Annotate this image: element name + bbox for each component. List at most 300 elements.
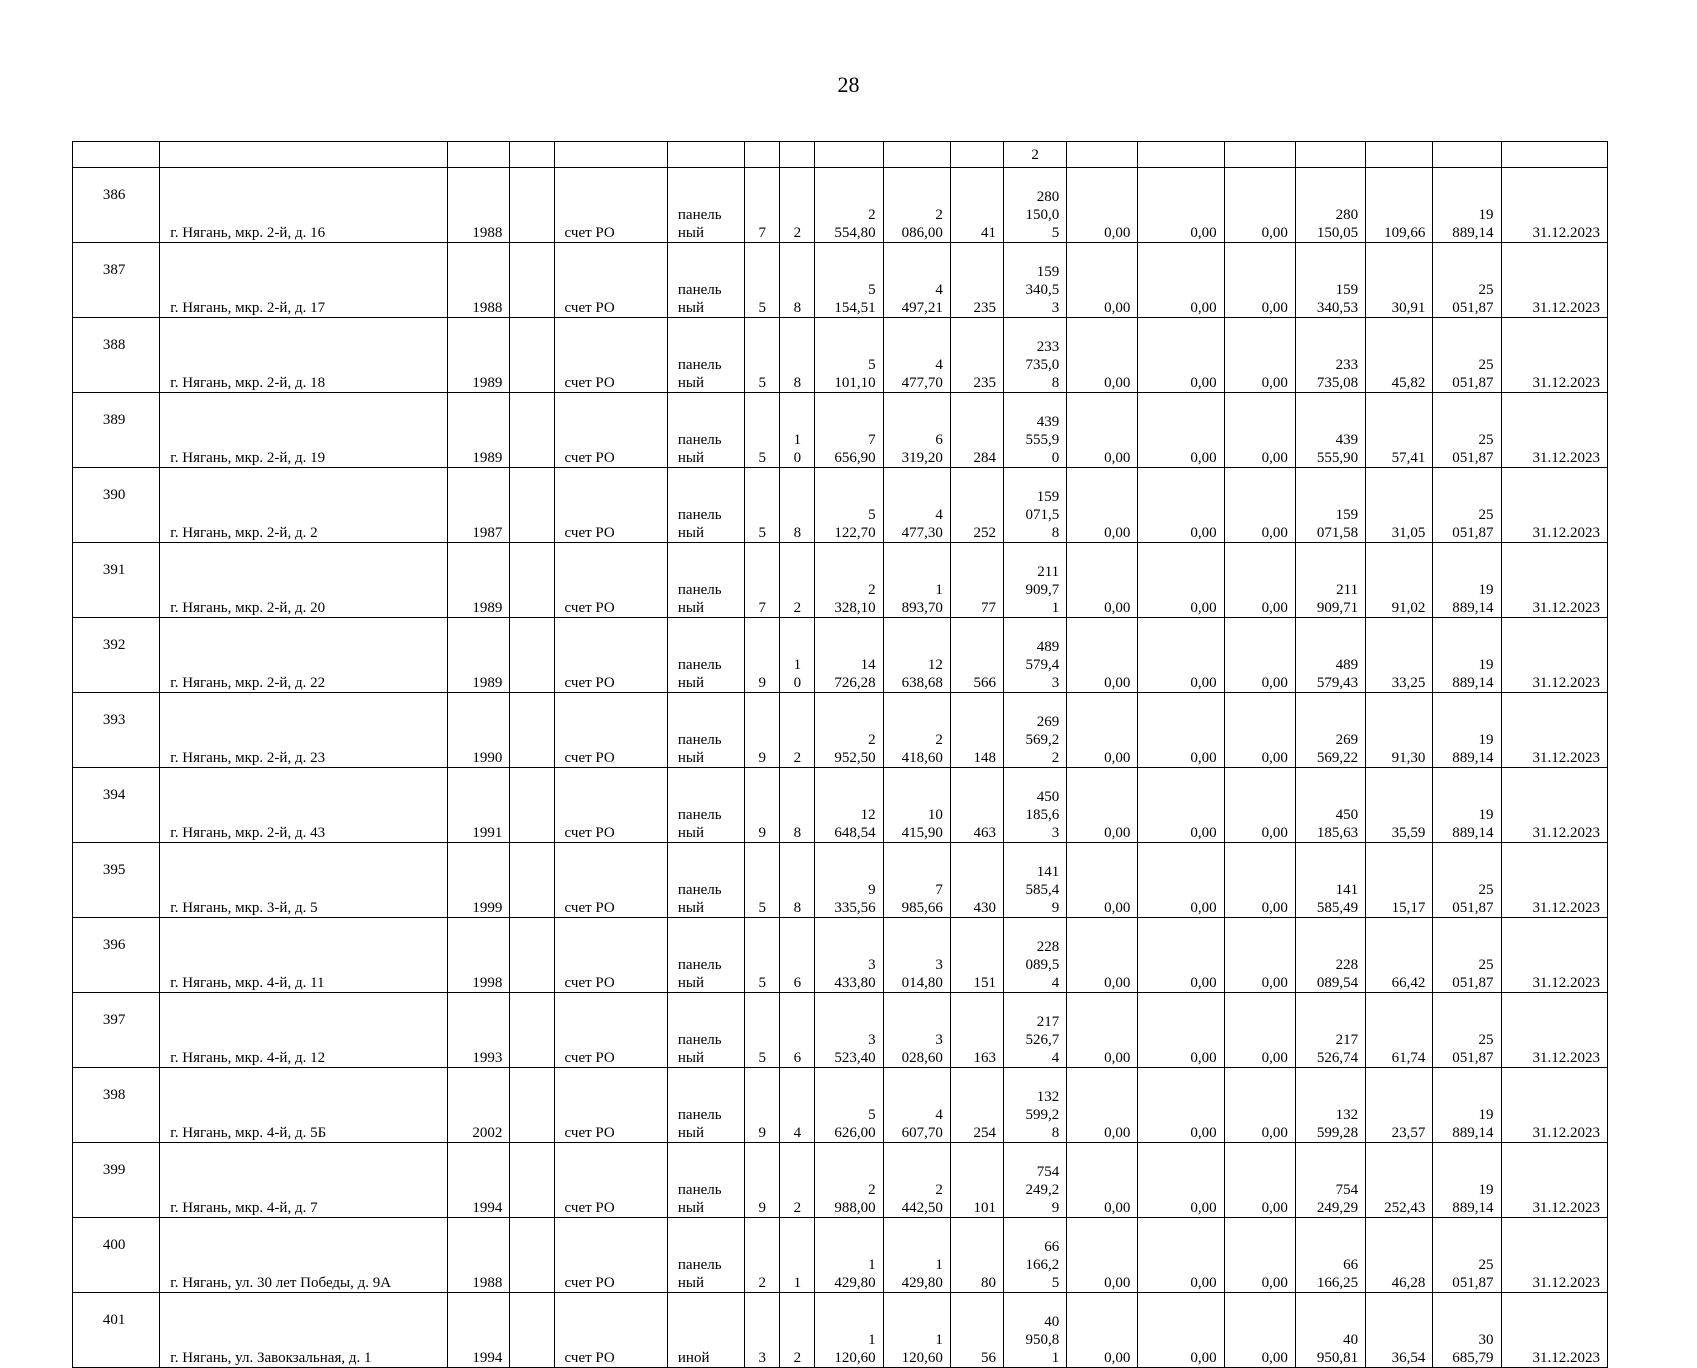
total-area-cell-text: 5 154,51 xyxy=(834,282,876,316)
floors-cell-text: 2 xyxy=(758,1275,766,1291)
funding-local-cell xyxy=(1224,318,1295,393)
funding-local-cell-text: 0,00 xyxy=(1261,450,1288,466)
table-row xyxy=(73,843,1608,918)
cost-limit-cell xyxy=(1433,618,1501,693)
entrances-cell-text: 2 xyxy=(793,225,802,241)
living-area-cell xyxy=(883,468,950,543)
entrances-cell-text: 8 xyxy=(793,375,802,391)
fund-method-cell xyxy=(554,1218,667,1293)
total-area-cell xyxy=(815,318,883,393)
funding-federal-cell-text: 0,00 xyxy=(1104,225,1131,241)
address-cell xyxy=(160,768,448,843)
residents-cell xyxy=(950,543,1003,618)
address-cell-text: г. Нягань, ул. Завокзальная, д. 1 xyxy=(170,1350,372,1366)
completion-date-cell-text: 31.12.2023 xyxy=(1532,750,1600,766)
living-area-cell xyxy=(883,993,950,1068)
year-cell xyxy=(448,618,510,693)
completion-date-cell xyxy=(1501,543,1607,618)
year-cell-text: 1988 xyxy=(472,300,503,316)
address-cell-text: г. Нягань, мкр. 2-й, д. 2 xyxy=(170,525,318,541)
owners-funds-cell-text: 40 950,81 xyxy=(1316,1332,1359,1366)
specific-cost-cell-text: 91,30 xyxy=(1391,750,1426,766)
empty-cell xyxy=(510,768,554,843)
funding-local-cell xyxy=(1224,1068,1295,1143)
cost-limit-cell-text: 19 889,14 xyxy=(1452,582,1494,616)
living-area-cell xyxy=(883,1143,950,1218)
funding-local-cell xyxy=(1224,168,1295,243)
fund-method-cell-text: счет РО xyxy=(564,450,615,466)
residents-cell xyxy=(950,1293,1003,1368)
total-area-cell-text: 5 101,10 xyxy=(834,357,876,391)
floors-cell-text: 5 xyxy=(758,1050,766,1066)
funding-local-cell xyxy=(1224,1293,1295,1368)
funding-federal-cell xyxy=(1067,243,1138,318)
entrances-cell xyxy=(780,993,815,1068)
residents-cell-text: 430 xyxy=(973,900,996,916)
cost-limit-cell-text: 25 051,87 xyxy=(1452,432,1494,466)
total-cost-cell xyxy=(1003,1293,1066,1368)
floors-cell xyxy=(745,993,780,1068)
completion-date-cell-text: 31.12.2023 xyxy=(1532,525,1600,541)
completion-date-cell xyxy=(1501,1218,1607,1293)
year-cell xyxy=(448,1218,510,1293)
empty-cell xyxy=(510,918,554,993)
funding-regional-cell xyxy=(1138,618,1224,693)
funding-federal-cell-text: 0,00 xyxy=(1104,450,1131,466)
entrances-cell-text: 8 xyxy=(793,525,802,541)
total-area-cell-text: 2 554,80 xyxy=(834,207,876,241)
completion-date-cell-text: 31.12.2023 xyxy=(1532,825,1600,841)
completion-date-cell xyxy=(1501,993,1607,1068)
year-cell-text: 1988 xyxy=(472,225,503,241)
wall-material-cell-text: панель ный xyxy=(677,1032,722,1066)
funding-local-cell-text: 0,00 xyxy=(1261,675,1288,691)
residents-cell-text: 151 xyxy=(973,975,996,991)
total-cost-cell xyxy=(1003,993,1066,1068)
specific-cost-cell-text: 66,42 xyxy=(1391,975,1426,991)
fund-method-cell xyxy=(554,543,667,618)
specific-cost-cell-text: 252,43 xyxy=(1384,1200,1426,1216)
total-cost-cell-text: 754 249,2 9 xyxy=(1025,1164,1060,1216)
funding-local-cell-text: 0,00 xyxy=(1261,825,1288,841)
residents-cell-text: 41 xyxy=(980,225,996,241)
funding-federal-cell-text: 0,00 xyxy=(1104,600,1131,616)
row-number xyxy=(73,1068,160,1143)
funding-regional-cell xyxy=(1138,768,1224,843)
total-cost-cell xyxy=(1003,843,1066,918)
funding-regional-cell-text: 0,00 xyxy=(1190,900,1217,916)
residents-cell xyxy=(950,1218,1003,1293)
fund-method-cell xyxy=(554,618,667,693)
residents-cell-text: 254 xyxy=(973,1125,996,1141)
cost-limit-cell xyxy=(1433,543,1501,618)
cost-limit-cell xyxy=(1433,468,1501,543)
living-area-cell xyxy=(883,168,950,243)
row-number-text: 387 xyxy=(102,262,126,278)
funding-local-cell-text: 0,00 xyxy=(1261,225,1288,241)
row-number xyxy=(73,243,160,318)
funding-federal-cell-text: 0,00 xyxy=(1104,825,1131,841)
empty-cell xyxy=(510,243,554,318)
wall-material-cell-text: панель ный xyxy=(677,282,722,316)
empty-cell xyxy=(510,1293,554,1368)
row-number-text: 388 xyxy=(102,337,126,353)
funding-local-cell xyxy=(1224,918,1295,993)
residents-cell xyxy=(950,918,1003,993)
owners-funds-cell-text: 211 909,71 xyxy=(1316,582,1359,616)
funding-federal-cell xyxy=(1067,543,1138,618)
funding-federal-cell xyxy=(1067,1218,1138,1293)
continuation-row xyxy=(73,142,1608,168)
cost-limit-cell-text: 25 051,87 xyxy=(1452,882,1494,916)
total-area-cell-text: 12 648,54 xyxy=(834,807,876,841)
funding-federal-cell-text: 0,00 xyxy=(1104,975,1131,991)
address-cell xyxy=(160,1143,448,1218)
total-cost-cell-text: 132 599,2 8 xyxy=(1025,1089,1060,1141)
floors-cell-text: 7 xyxy=(758,600,766,616)
total-area-cell-text: 3 523,40 xyxy=(834,1032,876,1066)
year-cell-text: 1989 xyxy=(472,600,503,616)
completion-date-cell-text: 31.12.2023 xyxy=(1532,900,1600,916)
specific-cost-cell-text: 35,59 xyxy=(1391,825,1426,841)
specific-cost-cell xyxy=(1366,693,1433,768)
year-cell-text: 1991 xyxy=(472,825,503,841)
cost-limit-cell-text: 19 889,14 xyxy=(1452,1107,1494,1141)
funding-regional-cell xyxy=(1138,993,1224,1068)
year-cell xyxy=(448,168,510,243)
total-area-cell-text: 9 335,56 xyxy=(834,882,876,916)
funding-regional-cell xyxy=(1138,1143,1224,1218)
fund-method-cell xyxy=(554,243,667,318)
year-cell xyxy=(448,993,510,1068)
funding-regional-cell-text: 0,00 xyxy=(1190,1050,1217,1066)
total-area-cell-text: 5 122,70 xyxy=(834,507,876,541)
fund-method-cell xyxy=(554,693,667,768)
address-cell-text: г. Нягань, мкр. 2-й, д. 18 xyxy=(170,375,326,391)
table-row xyxy=(73,918,1608,993)
residents-cell-text: 101 xyxy=(973,1200,996,1216)
funding-federal-cell-text: 0,00 xyxy=(1104,1350,1131,1366)
entrances-cell xyxy=(780,393,815,468)
living-area-cell-text: 4 477,70 xyxy=(901,357,943,391)
living-area-cell-text: 3 014,80 xyxy=(901,957,943,991)
residents-cell-text: 80 xyxy=(980,1275,996,1291)
cost-limit-cell-text: 30 685,79 xyxy=(1452,1332,1494,1366)
cost-limit-cell-text: 19 889,14 xyxy=(1452,807,1494,841)
row-number-text: 395 xyxy=(102,862,126,878)
fund-method-cell-text: счет РО xyxy=(564,375,615,391)
fund-method-cell-text: счет РО xyxy=(564,825,615,841)
cost-limit-cell xyxy=(1433,768,1501,843)
table-row xyxy=(73,693,1608,768)
floors-cell xyxy=(745,1293,780,1368)
owners-funds-cell-text: 269 569,22 xyxy=(1316,732,1359,766)
completion-date-cell xyxy=(1501,618,1607,693)
row-number xyxy=(73,318,160,393)
table-row xyxy=(73,993,1608,1068)
living-area-cell-text: 4 607,70 xyxy=(901,1107,943,1141)
wall-material-cell-text: панель ный xyxy=(677,207,722,241)
total-area-cell xyxy=(815,243,883,318)
completion-date-cell xyxy=(1501,468,1607,543)
empty-cell xyxy=(510,543,554,618)
funding-local-cell-text: 0,00 xyxy=(1261,1125,1288,1141)
owners-funds-cell-text: 159 340,53 xyxy=(1316,282,1359,316)
fund-method-cell-text: счет РО xyxy=(564,750,615,766)
fund-method-cell-text: счет РО xyxy=(564,975,615,991)
cost-limit-cell-text: 25 051,87 xyxy=(1452,357,1494,391)
living-area-cell-text: 4 477,30 xyxy=(901,507,943,541)
wall-material-cell xyxy=(667,918,744,993)
specific-cost-cell-text: 15,17 xyxy=(1391,900,1426,916)
row-number xyxy=(73,1143,160,1218)
completion-date-cell-text: 31.12.2023 xyxy=(1532,450,1600,466)
living-area-cell-text: 7 985,66 xyxy=(901,882,943,916)
continuation-cell: 2 xyxy=(1003,142,1066,168)
owners-funds-cell xyxy=(1295,1218,1365,1293)
completion-date-cell-text: 31.12.2023 xyxy=(1532,1050,1600,1066)
year-cell xyxy=(448,243,510,318)
entrances-cell-text: 4 xyxy=(793,1125,802,1141)
year-cell xyxy=(448,318,510,393)
owners-funds-cell xyxy=(1295,693,1365,768)
residents-cell-text: 77 xyxy=(980,600,996,616)
specific-cost-cell xyxy=(1366,168,1433,243)
specific-cost-cell xyxy=(1366,1218,1433,1293)
cost-limit-cell xyxy=(1433,1293,1501,1368)
wall-material-cell-text: панель ный xyxy=(677,1107,722,1141)
specific-cost-cell-text: 23,57 xyxy=(1391,1125,1426,1141)
wall-material-cell-text: панель ный xyxy=(677,507,722,541)
funding-federal-cell-text: 0,00 xyxy=(1104,1200,1131,1216)
residents-cell xyxy=(950,693,1003,768)
living-area-cell-text: 12 638,68 xyxy=(901,657,943,691)
year-cell xyxy=(448,918,510,993)
address-cell-text: г. Нягань, мкр. 2-й, д. 23 xyxy=(170,750,326,766)
floors-cell-text: 9 xyxy=(758,825,766,841)
wall-material-cell xyxy=(667,993,744,1068)
total-cost-cell-text: 141 585,4 9 xyxy=(1025,864,1060,916)
cost-limit-cell xyxy=(1433,993,1501,1068)
funding-regional-cell xyxy=(1138,318,1224,393)
specific-cost-cell xyxy=(1366,393,1433,468)
living-area-cell-text: 1 429,80 xyxy=(901,1257,943,1291)
owners-funds-cell xyxy=(1295,393,1365,468)
total-cost-cell xyxy=(1003,393,1066,468)
address-cell xyxy=(160,543,448,618)
entrances-cell-text: 2 xyxy=(793,750,802,766)
year-cell-text: 1989 xyxy=(472,675,503,691)
specific-cost-cell xyxy=(1366,918,1433,993)
fund-method-cell-text: счет РО xyxy=(564,1050,615,1066)
total-area-cell xyxy=(815,1218,883,1293)
address-cell xyxy=(160,468,448,543)
address-cell xyxy=(160,318,448,393)
owners-funds-cell xyxy=(1295,618,1365,693)
year-cell-text: 1989 xyxy=(472,375,503,391)
cost-limit-cell-text: 25 051,87 xyxy=(1452,1257,1494,1291)
table-row xyxy=(73,543,1608,618)
cost-limit-cell-text: 19 889,14 xyxy=(1452,657,1494,691)
completion-date-cell-text: 31.12.2023 xyxy=(1532,300,1600,316)
completion-date-cell xyxy=(1501,1143,1607,1218)
completion-date-cell xyxy=(1501,1068,1607,1143)
wall-material-cell xyxy=(667,468,744,543)
row-number-text: 391 xyxy=(102,562,126,578)
wall-material-cell-text: панель ный xyxy=(677,957,722,991)
entrances-cell xyxy=(780,1068,815,1143)
year-cell xyxy=(448,468,510,543)
year-cell xyxy=(448,1068,510,1143)
fund-method-cell-text: счет РО xyxy=(564,1125,615,1141)
residents-cell xyxy=(950,468,1003,543)
owners-funds-cell-text: 132 599,28 xyxy=(1316,1107,1359,1141)
row-number xyxy=(73,693,160,768)
funding-local-cell xyxy=(1224,468,1295,543)
completion-date-cell xyxy=(1501,1293,1607,1368)
address-cell-text: г. Нягань, мкр. 4-й, д. 7 xyxy=(170,1200,318,1216)
address-cell xyxy=(160,243,448,318)
year-cell-text: 1994 xyxy=(472,1200,503,1216)
living-area-cell-text: 4 497,21 xyxy=(901,282,943,316)
table-row xyxy=(73,243,1608,318)
residents-cell xyxy=(950,768,1003,843)
row-number xyxy=(73,168,160,243)
wall-material-cell-text: панель ный xyxy=(677,657,722,691)
total-cost-cell xyxy=(1003,318,1066,393)
funding-federal-cell xyxy=(1067,993,1138,1068)
empty-cell xyxy=(510,168,554,243)
table-row xyxy=(73,1068,1608,1143)
funding-local-cell xyxy=(1224,543,1295,618)
entrances-cell xyxy=(780,543,815,618)
entrances-cell-text: 8 xyxy=(793,825,802,841)
total-cost-cell-text: 211 909,7 1 xyxy=(1025,564,1060,616)
funding-local-cell-text: 0,00 xyxy=(1261,750,1288,766)
completion-date-cell-text: 31.12.2023 xyxy=(1532,225,1600,241)
funding-regional-cell-text: 0,00 xyxy=(1190,600,1217,616)
floors-cell xyxy=(745,318,780,393)
floors-cell-text: 9 xyxy=(758,1200,766,1216)
living-area-cell xyxy=(883,693,950,768)
cost-limit-cell-text: 19 889,14 xyxy=(1452,207,1494,241)
table-row xyxy=(73,618,1608,693)
completion-date-cell-text: 31.12.2023 xyxy=(1532,1125,1600,1141)
total-area-cell xyxy=(815,918,883,993)
cost-limit-cell-text: 25 051,87 xyxy=(1452,957,1494,991)
owners-funds-cell xyxy=(1295,768,1365,843)
row-number-text: 386 xyxy=(102,187,126,203)
funding-regional-cell xyxy=(1138,468,1224,543)
total-area-cell-text: 2 952,50 xyxy=(834,732,876,766)
table-row xyxy=(73,468,1608,543)
floors-cell xyxy=(745,693,780,768)
living-area-cell-text: 1 120,60 xyxy=(901,1332,943,1366)
funding-regional-cell xyxy=(1138,1068,1224,1143)
living-area-cell-text: 10 415,90 xyxy=(901,807,943,841)
residents-cell-text: 566 xyxy=(973,675,996,691)
wall-material-cell xyxy=(667,243,744,318)
wall-material-cell xyxy=(667,618,744,693)
funding-regional-cell xyxy=(1138,1218,1224,1293)
funding-federal-cell-text: 0,00 xyxy=(1104,1125,1131,1141)
completion-date-cell-text: 31.12.2023 xyxy=(1532,600,1600,616)
owners-funds-cell xyxy=(1295,843,1365,918)
completion-date-cell-text: 31.12.2023 xyxy=(1532,375,1600,391)
floors-cell-text: 9 xyxy=(758,1125,766,1141)
entrances-cell xyxy=(780,468,815,543)
funding-federal-cell-text: 0,00 xyxy=(1104,1275,1131,1291)
specific-cost-cell-text: 30,91 xyxy=(1391,300,1426,316)
row-number-text: 398 xyxy=(102,1087,126,1103)
year-cell-text: 1990 xyxy=(472,750,503,766)
wall-material-cell-text: панель ный xyxy=(677,1182,722,1216)
completion-date-cell xyxy=(1501,693,1607,768)
cost-limit-cell xyxy=(1433,843,1501,918)
funding-local-cell-text: 0,00 xyxy=(1261,900,1288,916)
cost-limit-cell-text: 25 051,87 xyxy=(1452,1032,1494,1066)
entrances-cell xyxy=(780,918,815,993)
specific-cost-cell-text: 36,54 xyxy=(1391,1350,1426,1366)
funding-local-cell xyxy=(1224,993,1295,1068)
total-cost-cell-text: 439 555,9 0 xyxy=(1025,414,1060,466)
year-cell-text: 1987 xyxy=(472,525,503,541)
empty-cell xyxy=(510,693,554,768)
living-area-cell xyxy=(883,1218,950,1293)
total-area-cell-text: 1 429,80 xyxy=(834,1257,876,1291)
floors-cell-text: 5 xyxy=(758,525,766,541)
residents-cell xyxy=(950,168,1003,243)
living-area-cell xyxy=(883,543,950,618)
row-number xyxy=(73,1293,160,1368)
entrances-cell xyxy=(780,168,815,243)
specific-cost-cell-text: 45,82 xyxy=(1391,375,1426,391)
fund-method-cell-text: счет РО xyxy=(564,525,615,541)
owners-funds-cell xyxy=(1295,468,1365,543)
funding-federal-cell-text: 0,00 xyxy=(1104,1050,1131,1066)
floors-cell xyxy=(745,768,780,843)
funding-federal-cell xyxy=(1067,768,1138,843)
owners-funds-cell-text: 439 555,90 xyxy=(1316,432,1359,466)
floors-cell xyxy=(745,168,780,243)
entrances-cell-text: 1 xyxy=(793,1275,802,1291)
total-cost-cell xyxy=(1003,168,1066,243)
owners-funds-cell xyxy=(1295,1068,1365,1143)
entrances-cell xyxy=(780,618,815,693)
row-number xyxy=(73,543,160,618)
funding-federal-cell-text: 0,00 xyxy=(1104,300,1131,316)
cost-limit-cell-text: 25 051,87 xyxy=(1452,282,1494,316)
funding-federal-cell-text: 0,00 xyxy=(1104,375,1131,391)
residents-cell-text: 463 xyxy=(973,825,996,841)
address-cell-text: г. Нягань, мкр. 4-й, д. 12 xyxy=(170,1050,326,1066)
residents-cell xyxy=(950,618,1003,693)
fund-method-cell xyxy=(554,993,667,1068)
address-cell-text: г. Нягань, мкр. 4-й, д. 11 xyxy=(170,975,325,991)
empty-cell xyxy=(510,618,554,693)
completion-date-cell xyxy=(1501,393,1607,468)
entrances-cell xyxy=(780,768,815,843)
cost-limit-cell xyxy=(1433,693,1501,768)
address-cell-text: г. Нягань, мкр. 4-й, д. 5Б xyxy=(170,1125,327,1141)
living-area-cell-text: 2 086,00 xyxy=(901,207,943,241)
funding-regional-cell xyxy=(1138,693,1224,768)
residents-cell-text: 235 xyxy=(973,375,996,391)
owners-funds-cell-text: 450 185,63 xyxy=(1316,807,1359,841)
living-area-cell xyxy=(883,618,950,693)
row-number-text: 396 xyxy=(102,937,126,953)
funding-regional-cell-text: 0,00 xyxy=(1190,975,1217,991)
